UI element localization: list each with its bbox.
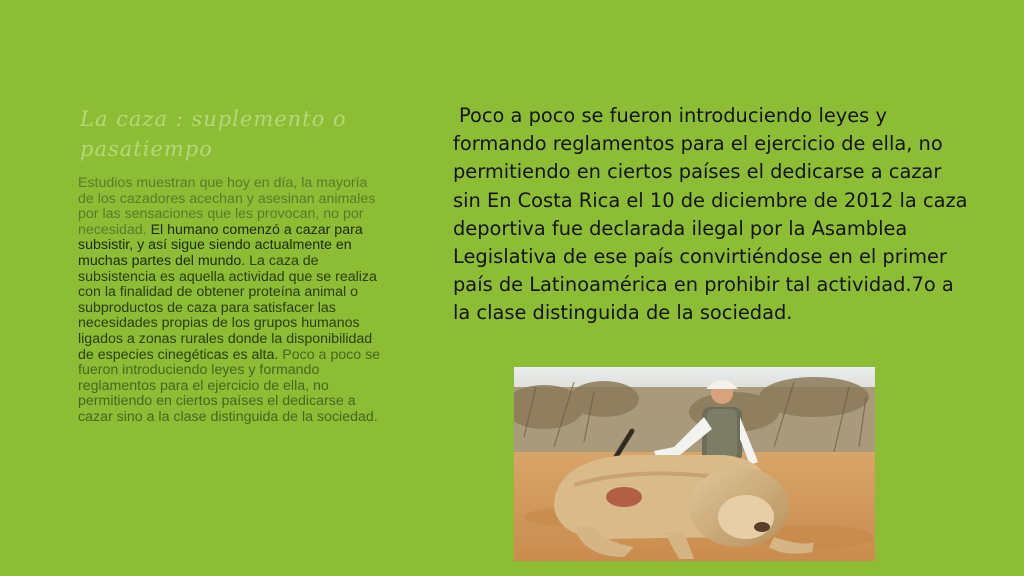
left-paragraph-4: Poco a poco se fueron introduciendo leyes y formando reglamentos para el ejercicio de ella, no permitiendo en ciertos países el dedicarse a cazar sino a la clase distinguida de la sociedad. xyxy=(78,346,381,425)
slide-title: La caza : suplemento o pasatiempo xyxy=(80,107,347,161)
left-text-block xyxy=(78,176,384,426)
right-text-block: Poco a poco se fueron introduciendo leyes y formando reglamentos para el ejercicio de ella, no permitiendo en ciertos países el dedicarse a cazar sin En Costa Rica el 10 de diciembre de 2012 la caza deportiva fue declarada ilegal por la Asamblea Legislativa de ese país convirtiéndose en el primer país de Latinoamérica en prohibir tal actividad.7o a la clase distinguida de la sociedad. xyxy=(453,104,968,325)
left-paragraph-3: La caza de subsistencia es aquella actividad que se realiza con la finalidad de obtener proteína animal o subproductos de caza para satisfacer las necesidades propias de los grupos humanos ligados a zonas rurales donde la disponibilidad de especies cinegéticas es alta. xyxy=(78,252,377,363)
photo-illustration xyxy=(514,367,875,561)
hunter-with-lion-photo xyxy=(514,367,875,561)
left-paragraph-2: El humano comenzó a cazar para subsistir, y así sigue siendo actualmente en muchas partes del mundo. xyxy=(78,221,363,269)
left-paragraph-1: Estudios muestran que hoy en día, la mayoría de los cazadores acechan y asesinan animales por las sensaciones que les provocan, no por necesidad. xyxy=(78,175,376,238)
